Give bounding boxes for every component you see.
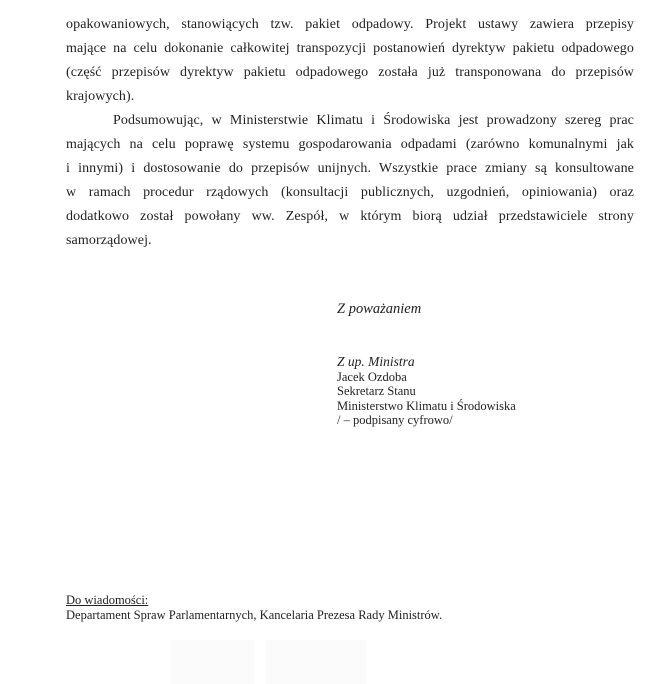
text-line: i innymi) i dostosowanie do przepisów unijnych. Wszystkie prace zmiany są konsultowane: [66, 161, 634, 176]
signature-title: Sekretarz Stanu: [337, 384, 416, 399]
text-line: krajowych).: [66, 89, 135, 104]
scan-artifact: [171, 640, 254, 684]
signature-digital-note: / – podpisany cyfrowo/: [337, 412, 453, 427]
signature-organization: Ministerstwo Klimatu i Środowiska: [337, 398, 516, 413]
paragraph-waste-package: [66, 13, 634, 109]
text-line: dodatkowo został powołany ww. Zespół, w którym biorą udział przedstawiciele strony: [66, 209, 634, 224]
text-line: w ramach procedur rządowych (konsultacji publicznych, uzgodnień, opiniowania) oraz: [66, 185, 634, 200]
closing-salutation: Z poważaniem: [337, 301, 422, 317]
cc-section: [66, 593, 442, 623]
cc-recipients: Departament Spraw Parlamentarnych, Kancelaria Prezesa Rady Ministrów.: [66, 608, 443, 622]
paragraph-summary: [66, 109, 634, 253]
text-line: samorządowej.: [66, 233, 152, 248]
text-line: Podsumowując, w Ministerstwie Klimatu i Środowiska jest prowadzony szereg prac: [113, 113, 634, 128]
signature-on-behalf: Z up. Ministra: [337, 354, 415, 369]
text-line: mających na celu poprawę systemu gospodarowania odpadami (zarówno komunalnymi jak: [66, 137, 634, 152]
scan-artifact: [266, 640, 366, 684]
text-line: (część przepisów dyrektyw pakietu odpadowego została już transponowana do przepisów: [66, 65, 634, 80]
cc-label: Do wiadomości:: [66, 593, 149, 607]
signature-block: [337, 355, 516, 427]
text-line: opakowaniowych, stanowiących tzw. pakiet odpadowy. Projekt ustawy zawiera przepisy: [66, 17, 634, 32]
text-line: mające na celu dokonanie całkowitej transpozycji postanowień dyrektyw pakietu odpadowego: [66, 41, 634, 56]
signature-name: Jacek Ozdoba: [337, 370, 407, 385]
letter-body: [66, 13, 634, 253]
